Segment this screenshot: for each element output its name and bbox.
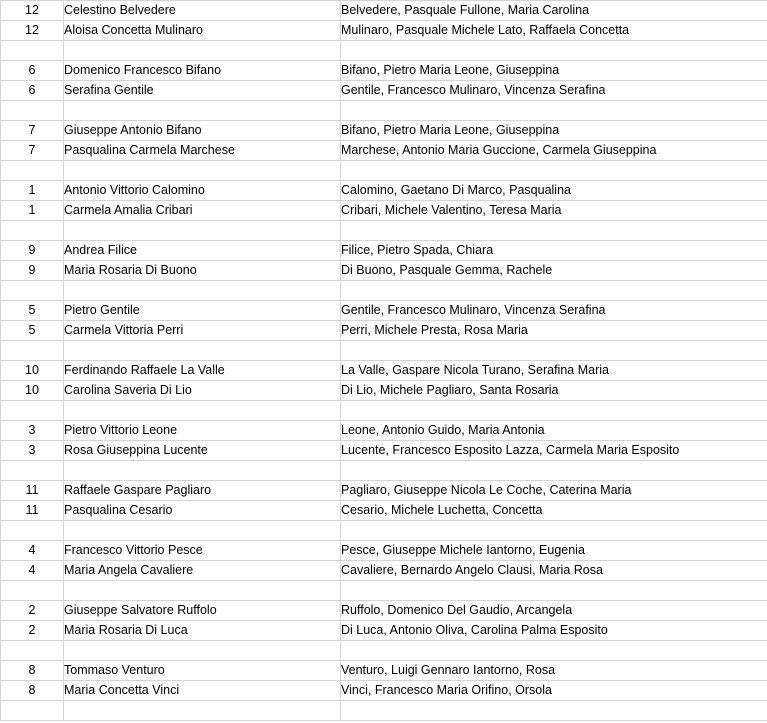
parents-cell[interactable]: Di Lio, Michele Pagliaro, Santa Rosaria <box>341 381 767 401</box>
parents-cell[interactable]: Di Luca, Antonio Oliva, Carolina Palma Esposito <box>341 621 767 641</box>
parents-cell[interactable]: Marchese, Antonio Maria Guccione, Carmela Giuseppina <box>341 141 767 161</box>
person-name-cell[interactable] <box>64 701 341 721</box>
parents-cell[interactable]: Pagliaro, Giuseppe Nicola Le Coche, Caterina Maria <box>341 481 767 501</box>
couple-number-cell[interactable]: 11 <box>1 481 64 501</box>
couple-number-cell[interactable]: 9 <box>1 261 64 281</box>
couple-number-cell[interactable]: 12 <box>1 1 64 21</box>
couple-number-cell[interactable]: 1 <box>1 201 64 221</box>
person-name-cell[interactable]: Domenico Francesco Bifano <box>64 61 341 81</box>
couple-number-cell[interactable]: 5 <box>1 301 64 321</box>
parents-cell[interactable]: Cribari, Michele Valentino, Teresa Maria <box>341 201 767 221</box>
person-name-cell[interactable]: Antonio Vittorio Calomino <box>64 181 341 201</box>
person-name-cell[interactable] <box>64 581 341 601</box>
table-row <box>1 421 767 441</box>
person-name-cell[interactable]: Maria Rosaria Di Buono <box>64 261 341 281</box>
couple-number-cell[interactable]: 11 <box>1 501 64 521</box>
table-row <box>1 161 767 181</box>
person-name-cell[interactable] <box>64 41 341 61</box>
table-row <box>1 661 767 681</box>
table-row <box>1 541 767 561</box>
person-name-cell[interactable]: Aloisa Concetta Mulinaro <box>64 21 341 41</box>
person-name-cell[interactable]: Giuseppe Antonio Bifano <box>64 121 341 141</box>
couple-number-cell[interactable]: 2 <box>1 621 64 641</box>
parents-cell[interactable]: Bifano, Pietro Maria Leone, Giuseppina <box>341 61 767 81</box>
person-name-cell[interactable] <box>64 341 341 361</box>
person-name-cell[interactable]: Andrea Filice <box>64 241 341 261</box>
couple-number-cell[interactable]: 9 <box>1 241 64 261</box>
couple-number-cell[interactable] <box>1 401 64 421</box>
parents-cell[interactable]: Venturo, Luigi Gennaro Iantorno, Rosa <box>341 661 767 681</box>
parents-cell[interactable]: Perri, Michele Presta, Rosa Maria <box>341 321 767 341</box>
parents-cell[interactable] <box>341 41 767 61</box>
couple-number-cell[interactable] <box>1 581 64 601</box>
person-name-cell[interactable]: Carmela Vittoria Perri <box>64 321 341 341</box>
table-row <box>1 521 767 541</box>
parents-cell[interactable]: Ruffolo, Domenico Del Gaudio, Arcangela <box>341 601 767 621</box>
parents-cell[interactable] <box>341 641 767 661</box>
table-row <box>1 261 767 281</box>
person-name-cell[interactable]: Pietro Gentile <box>64 301 341 321</box>
couple-number-cell[interactable]: 7 <box>1 141 64 161</box>
person-name-cell[interactable]: Maria Rosaria Di Luca <box>64 621 341 641</box>
couple-number-cell[interactable] <box>1 221 64 241</box>
person-name-cell[interactable]: Giuseppe Salvatore Ruffolo <box>64 601 341 621</box>
couple-number-cell[interactable]: 8 <box>1 681 64 701</box>
parents-cell[interactable]: Gentile, Francesco Mulinaro, Vincenza Serafina <box>341 301 767 321</box>
table-row <box>1 681 767 701</box>
table-row <box>1 1 767 21</box>
couple-number-cell[interactable] <box>1 341 64 361</box>
parents-cell[interactable] <box>341 521 767 541</box>
person-name-cell[interactable] <box>64 401 341 421</box>
couple-number-cell[interactable]: 10 <box>1 361 64 381</box>
person-name-cell[interactable]: Pietro Vittorio Leone <box>64 421 341 441</box>
parents-cell[interactable]: Filice, Pietro Spada, Chiara <box>341 241 767 261</box>
person-name-cell[interactable]: Celestino Belvedere <box>64 1 341 21</box>
grid-body <box>1 1 767 721</box>
couple-number-cell[interactable]: 4 <box>1 561 64 581</box>
person-name-cell[interactable]: Carmela Amalia Cribari <box>64 201 341 221</box>
person-name-cell[interactable]: Ferdinando Raffaele La Valle <box>64 361 341 381</box>
parents-cell[interactable]: Di Buono, Pasquale Gemma, Rachele <box>341 261 767 281</box>
person-name-cell[interactable] <box>64 221 341 241</box>
table-row <box>1 281 767 301</box>
parents-cell[interactable] <box>341 341 767 361</box>
table-row <box>1 461 767 481</box>
table-row <box>1 401 767 421</box>
parents-cell[interactable]: Lucente, Francesco Esposito Lazza, Carmela Maria Esposito <box>341 441 767 461</box>
couple-number-cell[interactable]: 4 <box>1 541 64 561</box>
parents-cell[interactable] <box>341 701 767 721</box>
table-row <box>1 321 767 341</box>
parents-cell[interactable]: Cesario, Michele Luchetta, Concetta <box>341 501 767 521</box>
couple-number-cell[interactable]: 3 <box>1 421 64 441</box>
couple-number-cell[interactable]: 8 <box>1 661 64 681</box>
couple-number-cell[interactable] <box>1 161 64 181</box>
couple-number-cell[interactable]: 3 <box>1 441 64 461</box>
table-row <box>1 581 767 601</box>
parents-cell[interactable]: Leone, Antonio Guido, Maria Antonia <box>341 421 767 441</box>
parents-cell[interactable]: La Valle, Gaspare Nicola Turano, Serafina Maria <box>341 361 767 381</box>
person-name-cell[interactable]: Rosa Giuseppina Lucente <box>64 441 341 461</box>
couple-number-cell[interactable] <box>1 281 64 301</box>
person-name-cell[interactable]: Tommaso Venturo <box>64 661 341 681</box>
couple-number-cell[interactable]: 2 <box>1 601 64 621</box>
table-row <box>1 441 767 461</box>
parents-cell[interactable] <box>341 101 767 121</box>
table-row <box>1 141 767 161</box>
table-row <box>1 481 767 501</box>
parents-cell[interactable] <box>341 221 767 241</box>
person-name-cell[interactable]: Pasqualina Carmela Marchese <box>64 141 341 161</box>
person-name-cell[interactable]: Maria Concetta Vinci <box>64 681 341 701</box>
table-row <box>1 181 767 201</box>
person-name-cell[interactable] <box>64 641 341 661</box>
person-name-cell[interactable] <box>64 461 341 481</box>
table-row <box>1 21 767 41</box>
table-row <box>1 41 767 61</box>
couple-number-cell[interactable] <box>1 461 64 481</box>
person-name-cell[interactable]: Raffaele Gaspare Pagliaro <box>64 481 341 501</box>
table-row <box>1 621 767 641</box>
parents-cell[interactable]: Bifano, Pietro Maria Leone, Giuseppina <box>341 121 767 141</box>
table-row <box>1 501 767 521</box>
couple-number-cell[interactable] <box>1 41 64 61</box>
table-row <box>1 121 767 141</box>
parents-cell[interactable]: Mulinaro, Pasquale Michele Lato, Raffaela Concetta <box>341 21 767 41</box>
couple-number-cell[interactable]: 7 <box>1 121 64 141</box>
table-row <box>1 601 767 621</box>
person-name-cell[interactable] <box>64 281 341 301</box>
table-row <box>1 561 767 581</box>
parents-cell[interactable]: Calomino, Gaetano Di Marco, Pasqualina <box>341 181 767 201</box>
table-row <box>1 361 767 381</box>
couple-number-cell[interactable]: 12 <box>1 21 64 41</box>
table-row <box>1 701 767 721</box>
person-name-cell[interactable]: Francesco Vittorio Pesce <box>64 541 341 561</box>
table-row <box>1 381 767 401</box>
parents-cell[interactable] <box>341 281 767 301</box>
parents-cell[interactable]: Pesce, Giuseppe Michele Iantorno, Eugenia <box>341 541 767 561</box>
table-row <box>1 241 767 261</box>
table-row <box>1 201 767 221</box>
person-name-cell[interactable] <box>64 101 341 121</box>
person-name-cell[interactable] <box>64 521 341 541</box>
couple-number-cell[interactable]: 6 <box>1 61 64 81</box>
parents-cell[interactable]: Vinci, Francesco Maria Orifino, Orsola <box>341 681 767 701</box>
couple-number-cell[interactable]: 10 <box>1 381 64 401</box>
table-row <box>1 221 767 241</box>
couple-number-cell[interactable] <box>1 641 64 661</box>
parents-cell[interactable]: Gentile, Francesco Mulinaro, Vincenza Serafina <box>341 81 767 101</box>
table-row <box>1 301 767 321</box>
table-row <box>1 641 767 661</box>
table-row <box>1 81 767 101</box>
couple-number-cell[interactable]: 6 <box>1 81 64 101</box>
person-name-cell[interactable]: Maria Angela Cavaliere <box>64 561 341 581</box>
couple-number-cell[interactable] <box>1 521 64 541</box>
couple-number-cell[interactable]: 1 <box>1 181 64 201</box>
parents-cell[interactable] <box>341 581 767 601</box>
parents-cell[interactable]: Cavaliere, Bernardo Angelo Clausi, Maria Rosa <box>341 561 767 581</box>
table-row <box>1 61 767 81</box>
couple-number-cell[interactable] <box>1 701 64 721</box>
parents-cell[interactable] <box>341 161 767 181</box>
couple-number-cell[interactable] <box>1 101 64 121</box>
table-row <box>1 341 767 361</box>
parents-cell[interactable]: Belvedere, Pasquale Fullone, Maria Carolina <box>341 1 767 21</box>
parents-cell[interactable] <box>341 461 767 481</box>
person-name-cell[interactable]: Serafina Gentile <box>64 81 341 101</box>
person-name-cell[interactable]: Pasqualina Cesario <box>64 501 341 521</box>
person-name-cell[interactable]: Carolina Saveria Di Lio <box>64 381 341 401</box>
couple-number-cell[interactable]: 5 <box>1 321 64 341</box>
table-row <box>1 101 767 121</box>
parents-cell[interactable] <box>341 401 767 421</box>
person-name-cell[interactable] <box>64 161 341 181</box>
